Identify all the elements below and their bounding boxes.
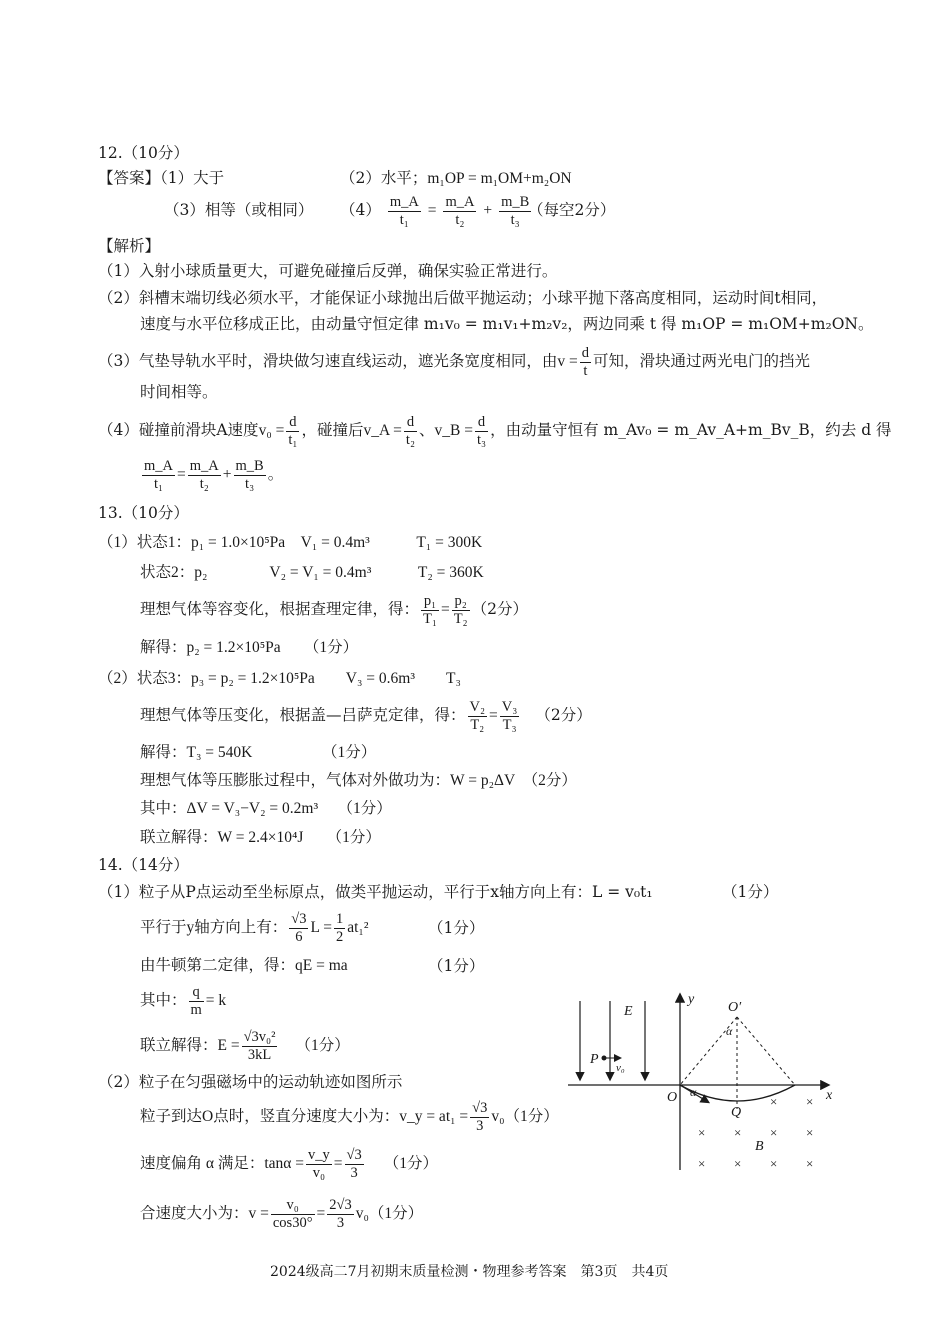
fraction-d-t: $\frac{d}{t}$ (581, 344, 589, 379)
q13-charles-law: 理想气体等容变化，根据查理定律，得： $\frac{\text{p₁}}{\text{T₁}}$ = $\frac{\text{p₂}}{\text{T₂}}$ （2分） (140, 592, 528, 627)
electric-field-lines (580, 1001, 645, 1079)
label-Q: Q (731, 1105, 742, 1120)
svg-text:×: × (734, 1156, 742, 1171)
label-x: x (826, 1088, 833, 1103)
q14-line1: （1）粒子从P点运动至坐标原点，做类平抛运动，平行于x轴方向上有：L = v₀t₁ (98, 883, 653, 901)
svg-text:×: × (806, 1156, 814, 1171)
q13-delta-v: 其中：ΔV = V₃−V₂ = 0.2m³ （1分） (140, 800, 392, 817)
q14-line2-score: （1分） (428, 919, 485, 937)
q13-work: 理想气体等压膨胀过程中，气体对外做功为：W = p₂ΔV （2分） (140, 772, 577, 789)
answer-4: （4） $\frac{m\_A}{\text{t₁}}$ = $\frac{m\_A}{\text{t₂}}$ + $\frac{m\_B}{\text{t₃}}$ (340, 193, 530, 228)
q14-line3: 由牛顿第二定律，得：qE = ma (140, 957, 348, 974)
label-E: E (624, 1004, 633, 1019)
fraction-mA-t2: $\frac{m\_A}{\text{t₂}}$ (445, 193, 475, 228)
q14-line7: 粒子到达O点时，竖直分速度大小为：v_y = at₁ = $\frac{√3}{3}$ v₀（1分） (140, 1099, 559, 1134)
analysis-3-line1: （3）气垫导轨水平时，滑块做匀速直线运动，遮光条宽度相同，由v = $\frac{d}{t}$ 可知，滑块通过两光电门的挡光 (98, 344, 811, 379)
q14-line8: 速度偏角 α 满足：tanα = $\frac{v\_y}{\text{v₀}}$ = $\frac{√3}{3}$ （1分） (140, 1146, 439, 1181)
trajectory-arc (680, 1085, 795, 1101)
magnetic-field-crosses (698, 1094, 813, 1171)
fraction-d-t1: $\frac{d}{\text{t₁}}$ (288, 413, 298, 448)
q13-result: 联立解得：W = 2.4×10⁴J （1分） (140, 829, 381, 846)
answer-4-label: （4） (340, 201, 381, 219)
q14-line3-score: （1分） (428, 957, 485, 975)
q14-line5: 联立解得：E = $\frac{\text{√3v₀²}}{3kL}$ （1分） (140, 1028, 350, 1063)
svg-text:×: × (734, 1125, 742, 1140)
q13-solve-p2: 解得：p₂ = 1.2×10⁵Pa （1分） (140, 639, 359, 656)
analysis-1: （1）入射小球质量更大，可避免碰撞后反弹，确保实验正常进行。 (98, 262, 558, 280)
svg-text:×: × (806, 1125, 814, 1140)
q13-state1: （1）状态1：p₁ = 1.0×10⁵Pa V₁ = 0.4m³ T₁ = 300K (98, 534, 483, 551)
q14-line6: （2）粒子在匀强磁场中的运动轨迹如图所示 (98, 1073, 403, 1091)
q13-state2: 状态2：p₂ V₂ = V₁ = 0.4m³ T₂ = 360K (140, 564, 484, 581)
analysis-4-line1: （4）碰撞前滑块A速度v₀ = $\frac{d}{\text{t₁}}$ ，碰撞后v_A = $\frac{d}{\text{t₂}}$ 、v_B = $\frac{d}{\text{t₃}}$ ，由动量守恒有 m_Av₀ = m_Av_A+m_Bv_B，约去 d 得 (98, 413, 892, 448)
label-alpha: α (690, 1085, 697, 1099)
q14-header: 14.（14分） (98, 856, 189, 874)
answer-2-equation: m₁OP = m₁OM+m₂ON (427, 170, 572, 187)
analysis-3-line2: 时间相等。 (140, 383, 218, 401)
fraction-d-t2: $\frac{d}{\text{t₂}}$ (405, 413, 416, 448)
answer-3: （3）相等（或相同） (164, 201, 314, 219)
analysis-tag: 【解析】 (98, 237, 161, 255)
answer-2-label: （2）水平； (340, 169, 428, 187)
q12-header: 12.（10分） (98, 144, 189, 162)
analysis-2-line1: （2）斜槽末端切线必须水平，才能保证小球抛出后做平抛运动；小球平抛下落高度相同，运动时间t相同， (98, 289, 828, 307)
fraction-d-t3: $\frac{d}{\text{t₃}}$ (477, 413, 487, 448)
answer-note: （每空2分） (528, 201, 616, 219)
svg-text:×: × (770, 1125, 778, 1140)
q12-answer-2 (340, 168, 572, 189)
svg-text:×: × (698, 1156, 706, 1171)
svg-text:×: × (806, 1094, 814, 1109)
trajectory-figure (560, 985, 840, 1185)
label-P: P (590, 1052, 599, 1067)
label-O: O (667, 1090, 678, 1105)
q13-gay-lussac-law: 理想气体等压变化，根据盖—吕萨克定律，得： $\frac{\text{V₂}}{\text{T₂}}$ = $\frac{\text{V₃}}{\text{T₃}}$ （2分） (140, 698, 592, 733)
svg-text:×: × (770, 1156, 778, 1171)
label-O-prime: O′ (728, 1000, 742, 1015)
analysis-2-line2: 速度与水平位移成正比，由动量守恒定律 m₁v₀ = m₁v₁+m₂v₂，两边同乘 t 得 m₁OP = m₁OM+m₂ON。 (140, 315, 874, 333)
fraction-mA-t1: $\frac{m\_A}{\text{t₁}}$ (389, 193, 419, 228)
q13-state3: （2）状态3：p₃ = p₂ = 1.2×10⁵Pa V₃ = 0.6m³ T₃ (98, 670, 461, 687)
answer-1: （1）大于 (160, 169, 225, 187)
q14-line9: 合速度大小为：v = $\frac{\text{v₀}}{\cos 30^\circ}$ = $\frac{2√3}{3}$ v₀（1分） (140, 1196, 424, 1231)
q14-line2: 平行于y轴方向上有： $\frac{√3}{6}$ L = $\frac{1}{2}$ at₁² (140, 910, 369, 945)
label-B: B (755, 1139, 764, 1154)
q14-line4: 其中： $\frac{q}{m}$ = k (140, 983, 227, 1018)
label-v0: v₀ (616, 1062, 625, 1074)
label-y: y (688, 992, 695, 1007)
svg-text:×: × (698, 1125, 706, 1140)
q12-answer-line1 (98, 168, 224, 188)
analysis-4-result: $\frac{m\_A}{\text{t₁}}$ = $\frac{m\_A}{\text{t₂}}$ + $\frac{m\_B}{\text{t₃}}$ 。 (144, 457, 284, 492)
page-footer: 2024级高二7月初期末质量检测・物理参考答案 第3页 共4页 (270, 1264, 669, 1280)
label-alpha-top: α (726, 1024, 733, 1038)
fraction-mB-t3: $\frac{m\_B}{\text{t₃}}$ (501, 193, 530, 228)
answer-tag: 【答案】 (98, 169, 161, 187)
q13-header: 13.（10分） (98, 504, 189, 522)
svg-text:×: × (770, 1094, 778, 1109)
q14-line1-score: （1分） (722, 883, 779, 901)
q13-solve-T3: 解得：T₃ = 540K （1分） (140, 744, 377, 761)
